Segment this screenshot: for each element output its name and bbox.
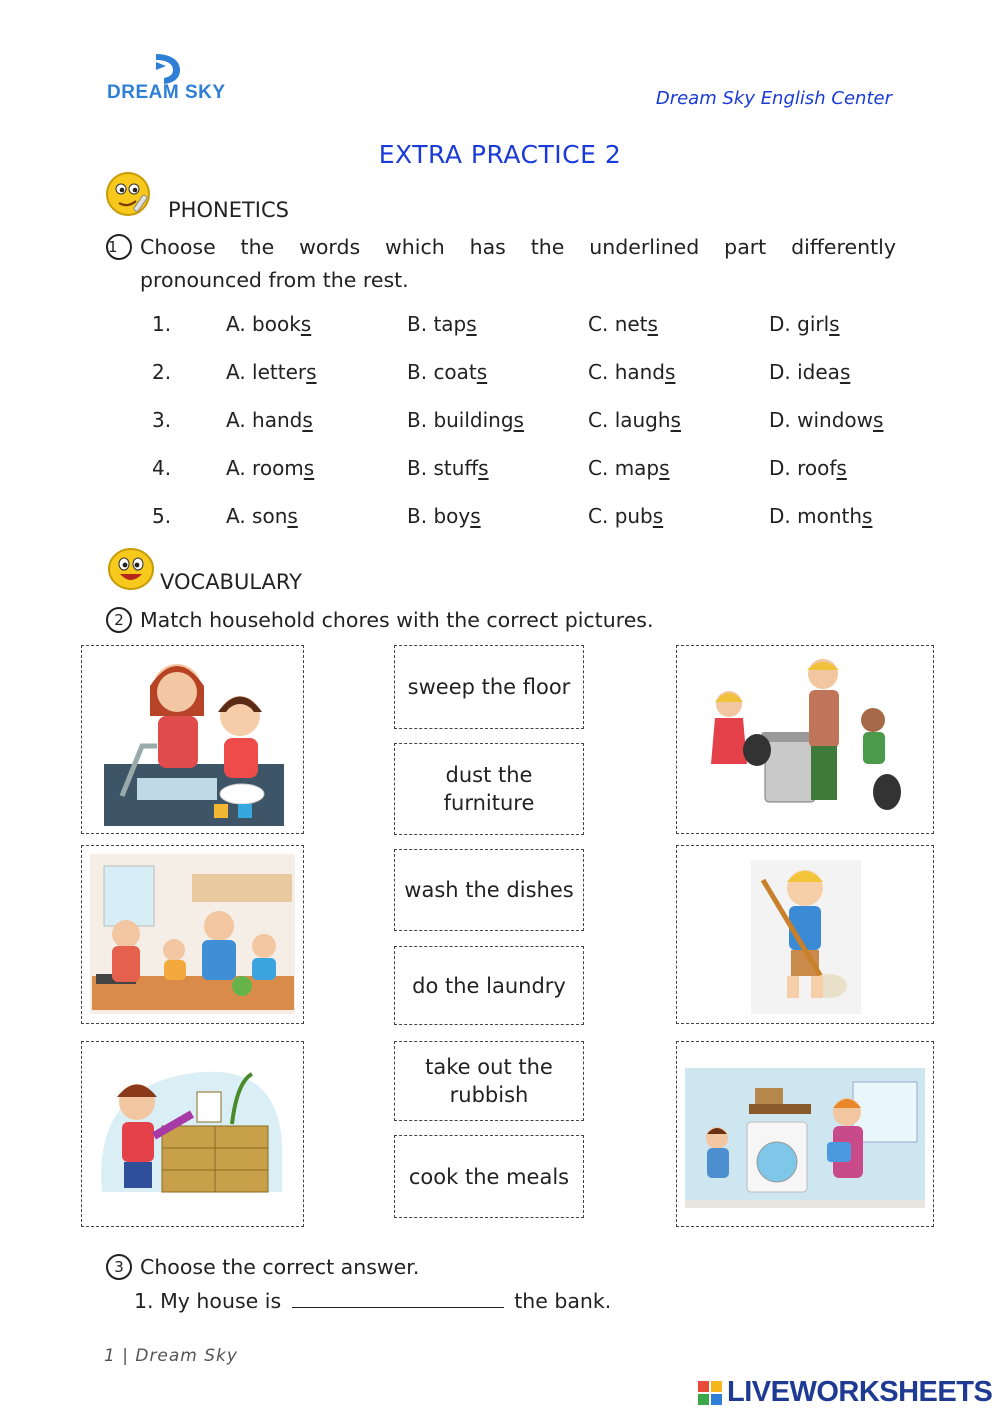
- option-letter: B.: [407, 360, 428, 384]
- underlined-part: s: [862, 504, 873, 528]
- phrase-box[interactable]: dust the furniture: [394, 743, 584, 835]
- picture-take-out-rubbish[interactable]: [676, 645, 934, 834]
- picture-do-laundry[interactable]: [676, 1041, 934, 1227]
- exercise-number-badge: 1: [106, 234, 132, 260]
- answer-option[interactable]: [407, 408, 524, 432]
- option-word-stem: hand: [614, 360, 665, 384]
- center-name: Dream Sky English Center: [655, 88, 892, 109]
- option-letter: C.: [588, 504, 609, 528]
- option-letter: A.: [226, 312, 246, 336]
- option-letter: A.: [226, 456, 246, 480]
- underlined-part: s: [836, 456, 847, 480]
- answer-option[interactable]: [407, 456, 489, 480]
- option-letter: D.: [769, 360, 791, 384]
- option-word-stem: book: [252, 312, 301, 336]
- phrase-box[interactable]: do the laundry: [394, 946, 584, 1025]
- logo-text: DREAM SKY: [107, 82, 226, 103]
- underlined-part: s: [665, 360, 676, 384]
- underlined-part: s: [476, 360, 488, 384]
- option-word-stem: building: [433, 408, 514, 432]
- exercise-number-badge: 3: [106, 1254, 132, 1280]
- instruction-line-2: pronounced from the rest.: [140, 268, 409, 292]
- option-word-stem: net: [614, 312, 648, 336]
- option-word-stem: girl: [797, 312, 830, 336]
- option-letter: D.: [769, 408, 791, 432]
- instruction-line-1: Choose the words which has the underlined part differently: [140, 235, 896, 259]
- option-letter: B.: [407, 408, 428, 432]
- option-letter: C.: [588, 312, 609, 336]
- picture-cook-meals[interactable]: [81, 845, 304, 1024]
- exercise-3-instruction: [106, 1254, 419, 1280]
- exercise-number-badge: 2: [106, 607, 132, 633]
- question-row: [0, 504, 1000, 528]
- picture-dust-furniture[interactable]: [81, 1041, 304, 1227]
- answer-option[interactable]: [407, 360, 487, 384]
- picture-wash-dishes[interactable]: [81, 645, 304, 834]
- page-title: EXTRA PRACTICE 2: [378, 140, 622, 169]
- exercise-2-instruction: [106, 607, 654, 633]
- phrase-box[interactable]: sweep the floor: [394, 645, 584, 729]
- option-word-stem: stuff: [433, 456, 479, 480]
- answer-option[interactable]: [226, 504, 298, 528]
- exercise-3-question-1: [134, 1289, 611, 1313]
- option-word-stem: hand: [252, 408, 303, 432]
- option-letter: A.: [226, 360, 246, 384]
- underlined-part: s: [306, 360, 317, 384]
- option-letter: D.: [769, 312, 791, 336]
- option-word-stem: coat: [433, 360, 477, 384]
- answer-option[interactable]: [588, 360, 675, 384]
- question-number: 2.: [152, 360, 172, 384]
- option-word-stem: letter: [252, 360, 307, 384]
- underlined-part: s: [839, 360, 851, 384]
- answer-option[interactable]: [769, 408, 883, 432]
- vocabulary-heading: VOCABULARY: [160, 570, 302, 594]
- dusting-illustration: [82, 1042, 303, 1226]
- question-prefix: 1. My house is: [134, 1289, 282, 1313]
- answer-option[interactable]: [769, 456, 847, 480]
- underlined-part: s: [300, 312, 312, 336]
- option-letter: B.: [407, 456, 428, 480]
- underlined-part: s: [652, 504, 664, 528]
- answer-option[interactable]: [769, 360, 850, 384]
- underlined-part: s: [647, 312, 658, 336]
- underlined-part: s: [829, 312, 840, 336]
- answer-option[interactable]: [769, 312, 840, 336]
- phrase-box[interactable]: wash the dishes: [394, 849, 584, 931]
- answer-option[interactable]: [588, 504, 663, 528]
- option-letter: A.: [226, 408, 246, 432]
- option-letter: A.: [226, 504, 246, 528]
- option-word-stem: map: [614, 456, 660, 480]
- option-word-stem: pub: [614, 504, 653, 528]
- option-letter: D.: [769, 456, 791, 480]
- question-row: [0, 360, 1000, 384]
- dream-sky-logo-icon: [150, 52, 186, 86]
- liveworksheets-logo-icon: [697, 1380, 723, 1406]
- underlined-part: s: [466, 312, 477, 336]
- question-row: [0, 312, 1000, 336]
- sweeping-boy-illustration: [677, 846, 933, 1023]
- underlined-part: s: [470, 504, 481, 528]
- thinking-smiley-icon: [104, 170, 154, 218]
- answer-option[interactable]: [226, 312, 311, 336]
- answer-option[interactable]: [407, 504, 481, 528]
- option-letter: C.: [588, 360, 609, 384]
- washing-dishes-illustration: [82, 646, 303, 833]
- option-word-stem: month: [797, 504, 863, 528]
- picture-sweep-floor[interactable]: [676, 845, 934, 1024]
- option-letter: B.: [407, 504, 428, 528]
- option-letter: B.: [407, 312, 428, 336]
- phrase-box[interactable]: cook the meals: [394, 1135, 584, 1218]
- question-row: [0, 456, 1000, 480]
- answer-option[interactable]: [588, 312, 658, 336]
- answer-option[interactable]: [588, 408, 681, 432]
- option-word-stem: room: [252, 456, 304, 480]
- answer-option[interactable]: [407, 312, 477, 336]
- answer-blank[interactable]: [292, 1289, 504, 1308]
- underlined-part: s: [302, 408, 313, 432]
- liveworksheets-watermark: LIVEWORKSHEETS: [727, 1376, 993, 1408]
- phonetics-heading: PHONETICS: [168, 198, 289, 222]
- option-word-stem: tap: [433, 312, 467, 336]
- option-letter: D.: [769, 504, 791, 528]
- underlined-part: s: [287, 504, 298, 528]
- answer-option[interactable]: [769, 504, 872, 528]
- laundry-illustration: [677, 1042, 933, 1226]
- happy-smiley-icon: [106, 546, 156, 594]
- answer-option[interactable]: [226, 360, 317, 384]
- exercise-1-instruction: [106, 234, 896, 260]
- answer-option[interactable]: [226, 408, 313, 432]
- option-word-stem: laugh: [614, 408, 671, 432]
- underlined-part: s: [513, 408, 524, 432]
- underlined-part: s: [873, 408, 884, 432]
- instruction-text: Match household chores with the correct pictures.: [140, 608, 654, 632]
- option-word-stem: boy: [433, 504, 471, 528]
- option-letter: C.: [588, 456, 609, 480]
- option-word-stem: roof: [797, 456, 837, 480]
- option-word-stem: window: [797, 408, 874, 432]
- question-number: 4.: [152, 456, 172, 480]
- underlined-part: s: [670, 408, 681, 432]
- question-number: 3.: [152, 408, 172, 432]
- underlined-part: s: [659, 456, 670, 480]
- page-footer: 1 | Dream Sky: [104, 1346, 238, 1366]
- cooking-family-illustration: [82, 846, 303, 1023]
- instruction-text: Choose the correct answer.: [140, 1255, 420, 1279]
- underlined-part: s: [478, 456, 489, 480]
- option-word-stem: son: [252, 504, 288, 528]
- question-suffix: the bank.: [514, 1289, 612, 1313]
- question-row: [0, 408, 1000, 432]
- option-letter: C.: [588, 408, 609, 432]
- answer-option[interactable]: [588, 456, 670, 480]
- option-word-stem: idea: [797, 360, 840, 384]
- question-number: 1.: [152, 312, 172, 336]
- question-number: 5.: [152, 504, 172, 528]
- phrase-box[interactable]: take out the rubbish: [394, 1041, 584, 1121]
- underlined-part: s: [303, 456, 315, 480]
- taking-out-rubbish-illustration: [677, 646, 933, 833]
- answer-option[interactable]: [226, 456, 314, 480]
